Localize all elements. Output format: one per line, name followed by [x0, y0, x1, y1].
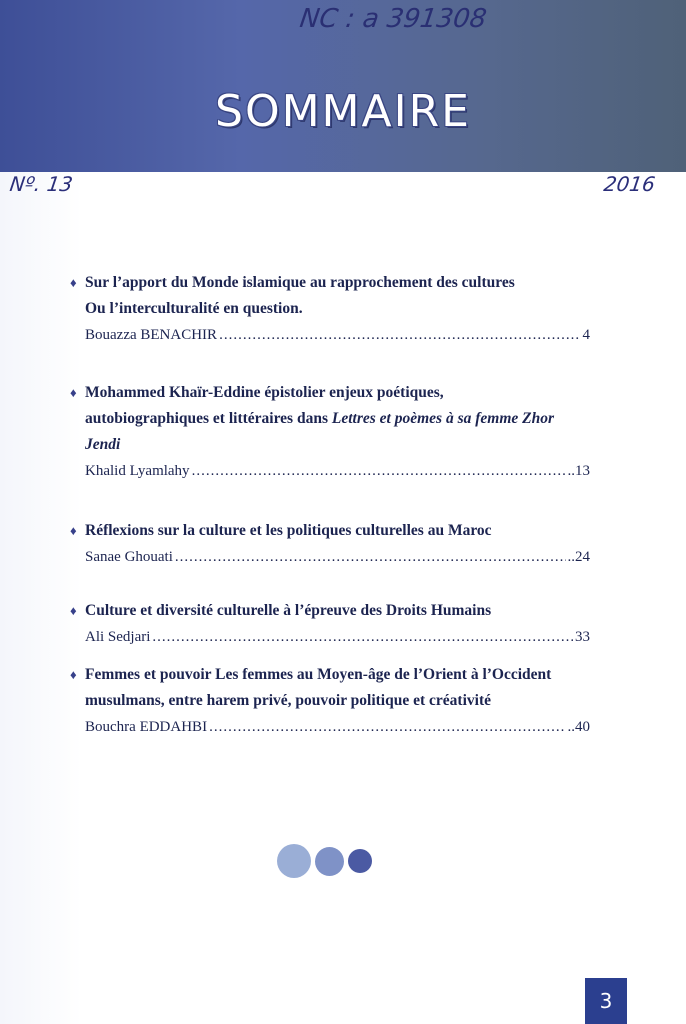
- toc-entry-page: ..13: [567, 463, 590, 479]
- diamond-bullet-icon: ♦: [70, 523, 77, 538]
- leader-dots: [209, 714, 565, 740]
- toc-entry-page: ..40: [567, 719, 590, 735]
- diamond-bullet-icon: ♦: [70, 275, 77, 290]
- toc-entry-title: Mohammed Khaïr-Eddine épistolier enjeux poétiques,: [85, 384, 444, 401]
- toc-entry-title-italic: Lettres et poèmes à sa femme Zhor: [331, 410, 554, 427]
- toc-entry: [70, 270, 590, 380]
- leader-dots: [152, 624, 573, 650]
- page-number: 3: [585, 978, 627, 1024]
- toc-entry-title: Réflexions sur la culture et les politiques culturelles au Maroc: [85, 522, 492, 539]
- toc-entry-title: Culture et diversité culturelle à l’épreuve des Droits Humains: [85, 602, 492, 619]
- toc-entry-author: Bouchra EDDAHBI: [85, 719, 208, 735]
- toc-entry-author: Bouazza BENACHIR: [85, 327, 218, 343]
- toc-entry-author: Khalid Lyamlahy: [85, 463, 190, 479]
- leader-dots: [192, 458, 566, 484]
- handwritten-year: 2016: [602, 172, 657, 196]
- toc-entry-title: Sur l’apport du Monde islamique au rapprochement des cultures: [85, 274, 515, 291]
- toc-entry-author: Ali Sedjari: [85, 629, 151, 645]
- decorative-circles: [277, 844, 377, 878]
- table-of-contents: [70, 270, 590, 740]
- toc-entry-title-italic: Jendi: [85, 436, 121, 453]
- toc-entry-title: autobiographiques et littéraires dans: [85, 410, 332, 427]
- toc-entry-page: 4: [582, 327, 590, 343]
- toc-entry-author: Sanae Ghouati: [85, 549, 173, 565]
- toc-entry: [70, 662, 590, 740]
- toc-entry: [70, 598, 590, 662]
- toc-entry-title: musulmans, entre harem privé, pouvoir politique et créativité: [85, 692, 491, 709]
- handwritten-reference: NC : a 391308: [297, 4, 489, 34]
- toc-entry-title: Ou l’interculturalité en question.: [85, 300, 303, 317]
- toc-entry: [70, 380, 590, 518]
- leader-dots: [219, 322, 580, 348]
- toc-entry-title: Femmes et pouvoir Les femmes au Moyen-âge de l’Orient à l’Occident: [85, 666, 552, 683]
- handwritten-issue-number: Nº. 13: [8, 172, 75, 196]
- header-band: [0, 0, 686, 172]
- leader-dots: [175, 544, 566, 570]
- circle-icon: [277, 844, 311, 878]
- circle-icon: [348, 849, 372, 873]
- toc-entry-page: 33: [575, 629, 590, 645]
- toc-entry: [70, 518, 590, 598]
- diamond-bullet-icon: ♦: [70, 385, 77, 400]
- diamond-bullet-icon: ♦: [70, 667, 77, 682]
- diamond-bullet-icon: ♦: [70, 603, 77, 618]
- circle-icon: [315, 847, 344, 876]
- page-title: SOMMAIRE: [215, 86, 471, 137]
- toc-entry-page: ..24: [567, 549, 590, 565]
